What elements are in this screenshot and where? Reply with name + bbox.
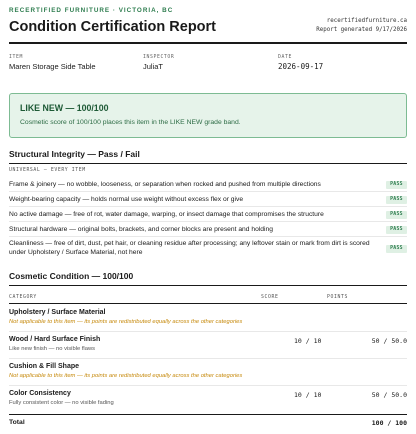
total-row <box>9 414 407 430</box>
pass-badge: PASS <box>386 181 407 189</box>
inspector-value: JuliaT <box>143 62 164 71</box>
info-inspector <box>143 55 174 71</box>
integrity-row-text: Weight-bearing capacity — holds normal use weight without excess flex or give <box>9 196 244 203</box>
item-value: Maren Storage Side Table <box>9 62 96 71</box>
integrity-subtitle: UNIVERSAL — EVERY ITEM <box>9 168 86 173</box>
table-row <box>9 387 407 413</box>
pass-badge: PASS <box>386 196 407 204</box>
category-name: Wood / Hard Surface Finish <box>9 336 101 343</box>
category-header: CATEGORY <box>9 295 37 300</box>
report-meta <box>316 17 407 35</box>
info-item <box>9 55 96 71</box>
category-note: Fully consistent color — no visible fading <box>9 400 114 406</box>
category-note: Not applicable to this item — its points are redistributed equally across the other categories <box>9 319 243 325</box>
inspector-label: INSPECTOR <box>143 55 175 60</box>
grade-banner <box>9 93 407 138</box>
integrity-row <box>9 207 407 222</box>
integrity-row-text: Frame & joinery — no wobble, looseness, or separation when rocked and pushed from multiple directions <box>9 181 321 188</box>
category-note: Not applicable to this item — its points are redistributed equally across the other categories <box>9 373 243 379</box>
integrity-row-text: Structural hardware — original bolts, brackets, and corner blocks are present and holding <box>9 226 273 233</box>
table-row <box>9 360 407 386</box>
pass-badge: PASS <box>386 226 407 234</box>
pass-badge: PASS <box>386 211 407 219</box>
integrity-row-text: Cleanliness — free of dirt, dust, pet hair, or cleaning residue after processing; any leftover stain or mark from dirt is scored under Upholstery / Surface Material, not here <box>9 240 370 256</box>
item-label: ITEM <box>9 55 23 60</box>
cosmetic-section-title: Cosmetic Condition — 100/100 <box>9 271 407 286</box>
integrity-row <box>9 177 407 192</box>
date-value: 2026-09-17 <box>278 62 324 71</box>
info-date <box>278 55 323 71</box>
brand-line: RECERTIFIED FURNITURE · VICTORIA, BC <box>9 7 174 14</box>
category-name: Cushion & Fill Shape <box>9 363 80 370</box>
total-value: 100 / 100 <box>371 419 407 427</box>
integrity-row-text: No active damage — free of rot, water damage, warping, or insect damage that compromises the structure <box>9 211 324 218</box>
category-score: 10 / 10 <box>294 337 322 345</box>
grade-description: Cosmetic score of 100/100 places this item in the LIKE NEW grade band. <box>20 119 241 126</box>
cosmetic-table-header <box>9 293 407 304</box>
points-header: POINTS <box>327 295 348 300</box>
table-row <box>9 333 407 359</box>
total-label: Total <box>9 419 25 426</box>
integrity-section-title: Structural Integrity — Pass / Fail <box>9 149 407 164</box>
report-header <box>9 6 407 44</box>
pass-badge: PASS <box>386 245 407 253</box>
category-points: 50 / 50.0 <box>371 391 407 399</box>
page-title: Condition Certification Report <box>9 19 217 35</box>
category-score: 10 / 10 <box>294 391 322 399</box>
generated-date: Report generated 9/17/2026 <box>316 27 407 33</box>
category-note: Like new finish — no visible flaws <box>9 346 96 352</box>
site-link[interactable]: recertifiedfurniture.ca <box>326 18 407 24</box>
grade-title: LIKE NEW — 100/100 <box>20 103 109 113</box>
report-info <box>9 55 407 71</box>
integrity-row <box>9 222 407 237</box>
table-row <box>9 306 407 332</box>
category-name: Color Consistency <box>9 390 71 397</box>
score-header: SCORE <box>261 295 279 300</box>
integrity-row <box>9 192 407 207</box>
date-label: DATE <box>278 55 292 60</box>
category-points: 50 / 50.0 <box>371 337 407 345</box>
category-name: Upholstery / Surface Material <box>9 309 106 316</box>
integrity-row <box>9 237 407 259</box>
